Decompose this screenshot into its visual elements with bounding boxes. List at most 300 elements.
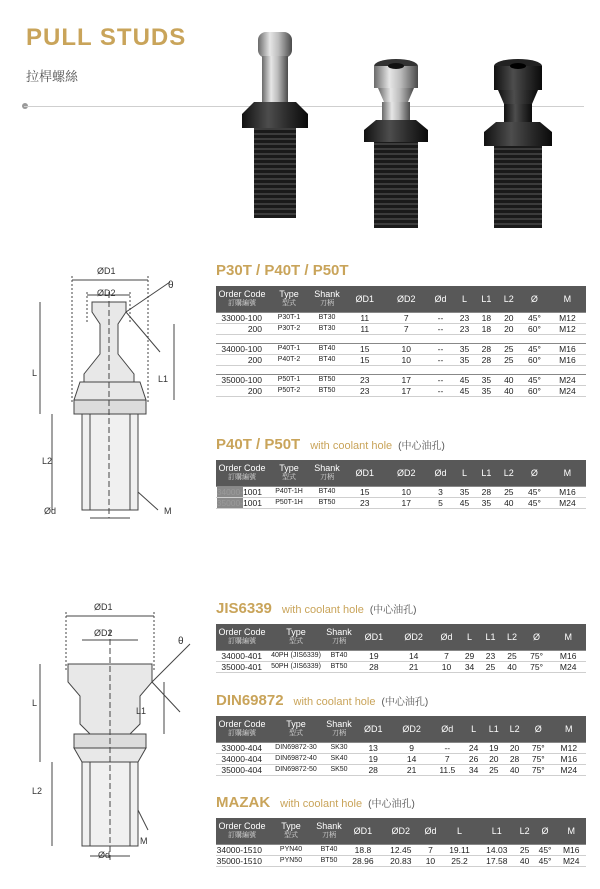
cell-l1: 18 <box>475 312 497 323</box>
cell-type: P50T-2 <box>268 385 310 396</box>
cell-m: M12 <box>552 742 586 753</box>
col-d1: ØD1 <box>354 716 392 742</box>
cell-d2: 17 <box>386 374 428 385</box>
cell-m: M24 <box>549 385 586 396</box>
cell-angle: 45° <box>520 343 549 354</box>
cell-d1: 28.96 <box>344 855 382 866</box>
col-d1: ØD1 <box>344 460 386 486</box>
table-row <box>216 385 586 396</box>
section-note-cn: (中心油孔) <box>368 799 415 810</box>
cell-d1: 28 <box>354 764 392 775</box>
col-shank-en: Shank <box>326 626 352 637</box>
drawing2-label-l2: L2 <box>32 786 43 796</box>
drawing1-label-l2: L2 <box>42 456 53 466</box>
col-l: L <box>454 460 475 486</box>
cell-l2: 25 <box>498 343 520 354</box>
cell-d1: 15 <box>344 343 386 354</box>
drawing-p-type <box>30 262 210 526</box>
col-shank-cn: 刀柄 <box>332 637 346 645</box>
col-d2: ØD2 <box>382 818 420 844</box>
table-row <box>216 855 586 866</box>
order-prefix: 34000- <box>216 486 244 497</box>
col-angle: Ø <box>525 716 552 742</box>
cell-l: 34 <box>464 764 484 775</box>
table-row <box>216 374 586 385</box>
col-l: L <box>454 286 475 312</box>
table-row <box>216 354 586 365</box>
cell-d: 5 <box>427 497 454 508</box>
cell-shank: BT50 <box>310 385 344 396</box>
cell-l2: 40 <box>498 385 520 396</box>
cell-type: PYN50 <box>268 855 314 866</box>
spec-table-p-series <box>216 286 586 397</box>
col-type-cn: 型式 <box>284 831 298 839</box>
cell-angle: 45° <box>520 312 549 323</box>
col-shank-en: Shank <box>314 288 340 299</box>
col-order-en: Order Code <box>218 288 266 299</box>
cell-order-code: 35000-404 <box>216 764 268 775</box>
cell-d2: 21 <box>394 661 434 672</box>
cell-d: 10 <box>420 855 441 866</box>
cell-l1: 18 <box>475 323 497 334</box>
table-row <box>216 844 586 855</box>
section-title-p-coolant <box>216 436 445 453</box>
cell-m: M24 <box>549 374 586 385</box>
col-shank-cn: 刀柄 <box>320 473 334 481</box>
cell-l: 34 <box>459 661 479 672</box>
cell-angle: 75° <box>523 661 551 672</box>
section-note: with coolant hole <box>310 440 393 452</box>
table-header-row <box>216 716 586 742</box>
col-d: Ød <box>434 624 460 650</box>
din-body <box>216 742 586 775</box>
cell-type: 50PH (JIS6339) <box>268 661 324 672</box>
cell-l1: 25 <box>483 764 504 775</box>
table-group-gap <box>216 334 586 343</box>
stud-photo-1 <box>242 32 308 218</box>
cell-shank: BT50 <box>310 497 344 508</box>
page-title: PULL STUDS <box>26 24 187 51</box>
col-angle: Ø <box>523 624 551 650</box>
drawing1-label-d1: ØD1 <box>97 266 116 276</box>
cell-type: P40T-1 <box>268 343 310 354</box>
cell-l: 45 <box>454 497 475 508</box>
page-subtitle: 拉桿螺絲 <box>26 69 79 84</box>
col-l2: L2 <box>504 716 525 742</box>
col-angle: Ø <box>520 286 549 312</box>
table-row <box>216 323 586 334</box>
col-angle: Ø <box>520 460 549 486</box>
cell-d: 11.5 <box>431 764 464 775</box>
cell-d: -- <box>427 343 454 354</box>
cell-m: M24 <box>552 764 586 775</box>
cell-m: M16 <box>556 844 586 855</box>
cell-l2: 40 <box>498 497 520 508</box>
col-d1: ØD1 <box>344 818 382 844</box>
cell-m: M16 <box>549 343 586 354</box>
section-note-cn: (中心油孔) <box>398 441 445 452</box>
col-l1: L1 <box>483 716 504 742</box>
drawing2-label-theta: θ <box>178 636 184 647</box>
table-header-row <box>216 818 586 844</box>
col-shank-en: Shank <box>326 718 352 729</box>
cell-shank: BT40 <box>310 354 344 365</box>
col-l2: L2 <box>498 460 520 486</box>
cell-l1: 28 <box>475 343 497 354</box>
cell-shank: BT50 <box>324 661 354 672</box>
col-d1: ØD1 <box>354 624 394 650</box>
col-d2: ØD2 <box>386 460 428 486</box>
drawing2-label-d: Ød <box>98 850 111 860</box>
section-title-text: MAZAK <box>216 794 271 811</box>
cell-m: M16 <box>549 486 586 497</box>
cell-type: DIN69872-50 <box>268 764 324 775</box>
table-row <box>216 650 586 661</box>
cell-d2: 17 <box>386 385 428 396</box>
col-m: M <box>550 624 586 650</box>
cell-l: 26 <box>464 753 484 764</box>
cell-order-code: 34000-100 <box>216 343 268 354</box>
cell-l1: 14.03 <box>478 844 516 855</box>
col-l: L <box>459 624 479 650</box>
col-l1: L1 <box>475 460 497 486</box>
col-order-cn: 訂購編號 <box>228 729 256 737</box>
cell-l: 23 <box>454 323 475 334</box>
table-header-row <box>216 460 586 486</box>
cell-l2: 28 <box>504 753 525 764</box>
cell-d: 3 <box>427 486 454 497</box>
col-m: M <box>549 460 586 486</box>
col-type-en: Type <box>279 462 299 473</box>
col-l: L <box>441 818 478 844</box>
cell-l2: 20 <box>504 742 525 753</box>
cell-m: M24 <box>550 661 586 672</box>
jis-body <box>216 650 586 672</box>
table-row <box>216 343 586 354</box>
col-type-cn: 型式 <box>282 473 296 481</box>
cell-m: M24 <box>556 855 586 866</box>
col-d2: ØD2 <box>392 716 430 742</box>
cell-l1: 28 <box>475 486 497 497</box>
col-order-cn: 訂購編號 <box>228 831 256 839</box>
cell-l1: 35 <box>475 374 497 385</box>
cell-order-code: 35000-401 <box>216 661 268 672</box>
section-title-din <box>216 692 428 709</box>
cell-l2: 20 <box>498 323 520 334</box>
cell-shank: BT40 <box>314 844 344 855</box>
cell-l1: 17.58 <box>478 855 516 866</box>
cell-type: PYN40 <box>268 844 314 855</box>
cell-l: 29 <box>459 650 479 661</box>
cell-d2: 9 <box>392 742 430 753</box>
col-d2: ØD2 <box>386 286 428 312</box>
col-type-en: Type <box>279 288 299 299</box>
col-order-en: Order Code <box>218 462 266 473</box>
table-row <box>216 497 586 508</box>
cell-l: 35 <box>454 343 475 354</box>
col-m: M <box>549 286 586 312</box>
cell-m: M12 <box>549 323 586 334</box>
table-row <box>216 661 586 672</box>
col-shank-en: Shank <box>316 820 342 831</box>
cell-d2: 10 <box>386 354 428 365</box>
cell-order-code: 33000-100 <box>216 312 268 323</box>
cell-m: M16 <box>549 354 586 365</box>
section-title-text: DIN69872 <box>216 692 284 709</box>
col-type-en: Type <box>281 820 301 831</box>
cell-l: 35 <box>454 486 475 497</box>
col-type-cn: 型式 <box>282 299 296 307</box>
cell-d1: 11 <box>344 312 386 323</box>
col-order-cn: 訂購編號 <box>228 473 256 481</box>
col-l1: L1 <box>480 624 502 650</box>
cell-shank: BT30 <box>310 312 344 323</box>
table-header-row <box>216 286 586 312</box>
cell-l2: 25 <box>498 354 520 365</box>
col-l: L <box>464 716 484 742</box>
drawing2-label-m: M <box>140 836 148 846</box>
order-suffix: 1001 <box>243 486 262 497</box>
cell-angle: 60° <box>520 323 549 334</box>
drawing1-label-m: M <box>164 506 172 516</box>
cell-d1: 13 <box>354 742 392 753</box>
cell-d2: 14 <box>392 753 430 764</box>
col-order-en: Order Code <box>218 626 266 637</box>
cell-m: M24 <box>549 497 586 508</box>
cell-order-code: 200 <box>216 385 268 396</box>
cell-l1: 25 <box>480 661 502 672</box>
section-title-text: P40T / P50T <box>216 436 301 453</box>
cell-angle: 45° <box>520 486 549 497</box>
cell-d2: 10 <box>386 343 428 354</box>
cell-order-code: 33000-404 <box>216 742 268 753</box>
col-l1: L1 <box>475 286 497 312</box>
section-title-p-series <box>216 262 349 279</box>
table-header-row <box>216 624 586 650</box>
drawing1-label-d2: ØD2 <box>97 288 116 298</box>
section-note: with coolant hole <box>281 604 364 616</box>
drawing-jis-din-mazak <box>30 600 210 870</box>
cell-d: -- <box>427 354 454 365</box>
cell-d1: 19 <box>354 650 394 661</box>
cell-d1: 23 <box>344 385 386 396</box>
cell-shank: BT40 <box>310 343 344 354</box>
table-row <box>216 753 586 764</box>
drawing1-label-d: Ød <box>44 506 57 516</box>
cell-d1: 11 <box>344 323 386 334</box>
cell-shank: BT50 <box>310 374 344 385</box>
col-shank-en: Shank <box>314 462 340 473</box>
cell-order-code <box>216 486 268 497</box>
cell-d1: 15 <box>344 354 386 365</box>
cell-order-code: 34000-404 <box>216 753 268 764</box>
section-title-jis <box>216 600 417 617</box>
cell-d2: 7 <box>386 312 428 323</box>
col-type-cn: 型式 <box>289 729 303 737</box>
col-type-en: Type <box>286 718 306 729</box>
col-type-en: Type <box>286 626 306 637</box>
cell-d1: 28 <box>354 661 394 672</box>
p-series-body <box>216 312 586 396</box>
col-d: Ød <box>427 460 454 486</box>
cell-shank: SK50 <box>324 764 354 775</box>
cell-d: -- <box>431 742 464 753</box>
cell-l: 19.11 <box>441 844 478 855</box>
cell-l2: 25 <box>516 844 534 855</box>
order-prefix: 35000- <box>216 497 244 508</box>
cell-d1: 19 <box>354 753 392 764</box>
cell-order-code <box>216 497 268 508</box>
cell-d2: 7 <box>386 323 428 334</box>
col-d: Ød <box>431 716 464 742</box>
cell-shank: BT40 <box>324 650 354 661</box>
drawing1-label-l1: L1 <box>158 374 169 384</box>
section-title-text: P30T / P40T / P50T <box>216 262 349 279</box>
cell-l: 35 <box>454 354 475 365</box>
stud-photo-2 <box>364 59 428 228</box>
cell-type: 40PH (JIS6339) <box>268 650 324 661</box>
col-d: Ød <box>427 286 454 312</box>
section-title-mazak <box>216 794 415 811</box>
cell-type: P40T-2 <box>268 354 310 365</box>
cell-m: M16 <box>552 753 586 764</box>
cell-angle: 45° <box>534 855 557 866</box>
cell-l: 45 <box>454 374 475 385</box>
cell-d: 7 <box>420 844 441 855</box>
cell-angle: 45° <box>520 374 549 385</box>
col-order-en: Order Code <box>218 718 266 729</box>
col-d1: ØD1 <box>344 286 386 312</box>
col-m: M <box>552 716 586 742</box>
cell-angle: 45° <box>534 844 557 855</box>
cell-shank: BT50 <box>314 855 344 866</box>
cell-l: 45 <box>454 385 475 396</box>
col-l1: L1 <box>478 818 516 844</box>
cell-d: -- <box>427 374 454 385</box>
cell-d: -- <box>427 385 454 396</box>
cell-d: -- <box>427 312 454 323</box>
cell-l2: 25 <box>501 650 523 661</box>
col-order-en: Order Code <box>218 820 266 831</box>
mazak-body <box>216 844 586 866</box>
col-shank-cn: 刀柄 <box>320 299 334 307</box>
cell-angle: 75° <box>525 742 552 753</box>
order-suffix: 1001 <box>243 497 262 508</box>
cell-l2: 40 <box>504 764 525 775</box>
spec-table-jis <box>216 624 586 673</box>
cell-angle: 75° <box>525 753 552 764</box>
col-order-cn: 訂購編號 <box>228 299 256 307</box>
table-row <box>216 312 586 323</box>
section-note-cn: (中心油孔) <box>381 697 429 708</box>
cell-order-code: 200 <box>216 323 268 334</box>
cell-l: 25.2 <box>441 855 478 866</box>
cell-d2: 17 <box>386 497 428 508</box>
table-group-gap <box>216 365 586 374</box>
cell-l1: 19 <box>483 742 504 753</box>
cell-l2: 40 <box>498 374 520 385</box>
cell-shank: SK30 <box>324 742 354 753</box>
col-angle: Ø <box>534 818 557 844</box>
col-l2: L2 <box>498 286 520 312</box>
cell-m: M12 <box>549 312 586 323</box>
cell-d1: 15 <box>344 486 386 497</box>
cell-d1: 23 <box>344 497 386 508</box>
cell-order-code: 200 <box>216 354 268 365</box>
drawing2-label-l: L <box>32 698 38 708</box>
cell-type: DIN69872-40 <box>268 753 324 764</box>
cell-type: DIN69872-30 <box>268 742 324 753</box>
table-row <box>216 742 586 753</box>
spec-table-p-coolant <box>216 460 586 509</box>
col-shank-cn: 刀柄 <box>332 729 346 737</box>
section-note: with coolant hole <box>293 696 376 708</box>
spec-table-mazak <box>216 818 586 867</box>
cell-angle: 45° <box>520 497 549 508</box>
cell-d2: 20.83 <box>382 855 420 866</box>
drawing2-label-d2: ØD2 <box>94 628 113 638</box>
cell-l1: 35 <box>475 497 497 508</box>
section-note: with coolant hole <box>280 798 363 810</box>
drawing1-label-theta: θ <box>168 280 174 291</box>
cell-l2: 40 <box>501 661 523 672</box>
cell-type: P40T-1H <box>268 486 310 497</box>
cell-order-code: 34000-401 <box>216 650 268 661</box>
col-l2: L2 <box>516 818 534 844</box>
cell-d2: 14 <box>394 650 434 661</box>
cell-angle: 60° <box>520 354 549 365</box>
col-shank-cn: 刀柄 <box>322 831 336 839</box>
col-d2: ØD2 <box>394 624 434 650</box>
gap-cell <box>216 365 586 374</box>
cell-d1: 23 <box>344 374 386 385</box>
col-l2: L2 <box>501 624 523 650</box>
cell-l1: 20 <box>483 753 504 764</box>
col-d: Ød <box>420 818 441 844</box>
drawing2-label-d1: ØD1 <box>94 602 113 612</box>
cell-shank: BT30 <box>310 323 344 334</box>
cell-l1: 28 <box>475 354 497 365</box>
cell-l: 23 <box>454 312 475 323</box>
cell-type: P30T-2 <box>268 323 310 334</box>
cell-m: M16 <box>550 650 586 661</box>
col-m: M <box>556 818 586 844</box>
col-type-cn: 型式 <box>289 637 303 645</box>
cell-d2: 21 <box>392 764 430 775</box>
stud-photo-3 <box>484 59 552 228</box>
spec-table-din <box>216 716 586 776</box>
cell-shank: BT40 <box>310 486 344 497</box>
cell-type: P50T-1 <box>268 374 310 385</box>
cell-type: P30T-1 <box>268 312 310 323</box>
col-order-cn: 訂購編號 <box>228 637 256 645</box>
drawing2-label-l1: L1 <box>136 706 147 716</box>
gap-cell <box>216 334 586 343</box>
table-row <box>216 486 586 497</box>
cell-l2: 40 <box>516 855 534 866</box>
cell-d: 10 <box>434 661 460 672</box>
product-photo <box>228 18 600 228</box>
cell-l: 24 <box>464 742 484 753</box>
cell-d: 7 <box>431 753 464 764</box>
cell-d2: 12.45 <box>382 844 420 855</box>
cell-d: 7 <box>434 650 460 661</box>
cell-order-code: 35000-100 <box>216 374 268 385</box>
section-title-text: JIS6339 <box>216 600 272 617</box>
cell-l2: 20 <box>498 312 520 323</box>
cell-d: -- <box>427 323 454 334</box>
drawing1-label-l: L <box>32 368 38 378</box>
